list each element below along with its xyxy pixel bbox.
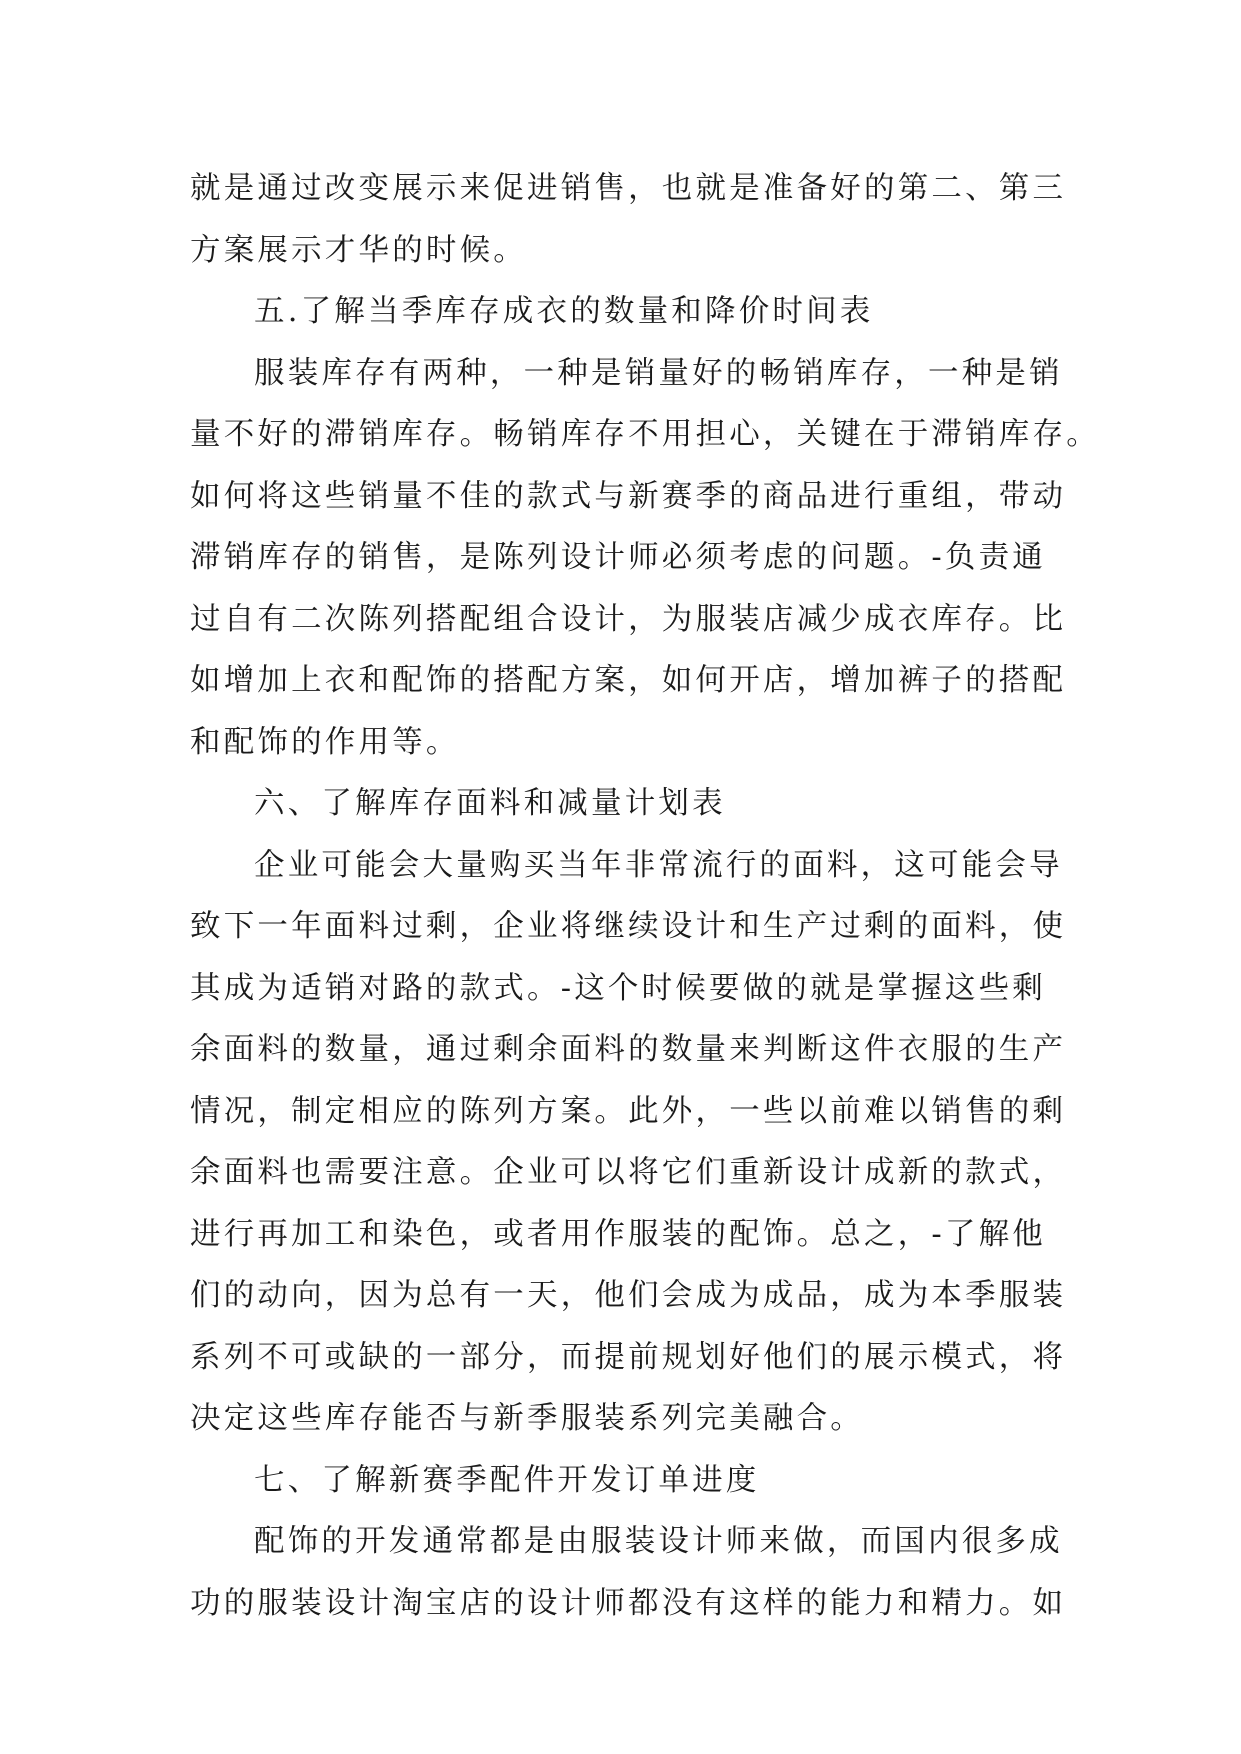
paragraph-first-line: 五.了解当季库存成衣的数量和降价时间表	[254, 294, 874, 329]
paragraph-first-line: 服装库存有两种，一种是销量好的畅销库存，一种是销	[254, 355, 1063, 391]
text-line: 其成为适销对路的款式。-这个时候要做的就是掌握这些剩	[190, 970, 1047, 1006]
text-line: 决定这些库存能否与新季服装系列完美融合。	[190, 1401, 864, 1436]
paragraph-first-line: 七、了解新赛季配件开发订单进度	[254, 1462, 760, 1498]
text-line: 滞销库存的销售，是陈列设计师必须考虑的问题。-负责通	[190, 540, 1047, 575]
text-line: 和配饰的作用等。	[190, 724, 460, 760]
text-line: 就是通过改变展示来促进销售，也就是准备好的第二、第三	[190, 171, 1067, 206]
document-body	[190, 158, 1100, 1634]
text-line: 致下一年面料过剩，企业将继续设计和生产过剩的面料，使	[190, 909, 1067, 944]
paragraph-first-line: 六、了解库存面料和减量计划表	[254, 786, 726, 821]
text-line: 如增加上衣和配饰的搭配方案，如何开店，增加裤子的搭配	[190, 663, 1067, 698]
paragraph-first-line: 企业可能会大量购买当年非常流行的面料，这可能会导	[254, 847, 1063, 883]
text-line: 们的动向，因为总有一天，他们会成为成品，成为本季服装	[190, 1278, 1067, 1313]
text-line: 功的服装设计淘宝店的设计师都没有这样的能力和精力。如	[190, 1585, 1067, 1621]
text-line: 方案展示才华的时候。	[190, 232, 527, 268]
text-line: 量不好的滞销库存。畅销库存不用担心，关键在于滞销库存。	[190, 417, 1100, 452]
text-line: 情况，制定相应的陈列方案。此外，一些以前难以销售的剩	[190, 1093, 1067, 1129]
text-line: 如何将这些销量不佳的款式与新赛季的商品进行重组，带动	[190, 478, 1067, 514]
text-line: 余面料的数量，通过剩余面料的数量来判断这件衣服的生产	[190, 1032, 1067, 1067]
text-line: 进行再加工和染色，或者用作服装的配饰。总之，-了解他	[190, 1216, 1047, 1252]
text-line: 余面料也需要注意。企业可以将它们重新设计成新的款式，	[190, 1155, 1067, 1190]
paragraph-first-line: 配饰的开发通常都是由服装设计师来做，而国内很多成	[254, 1524, 1063, 1559]
text-line: 过自有二次陈列搭配组合设计，为服装店减少成衣库存。比	[190, 601, 1067, 637]
text-line: 系列不可或缺的一部分，而提前规划好他们的展示模式，将	[190, 1339, 1067, 1375]
